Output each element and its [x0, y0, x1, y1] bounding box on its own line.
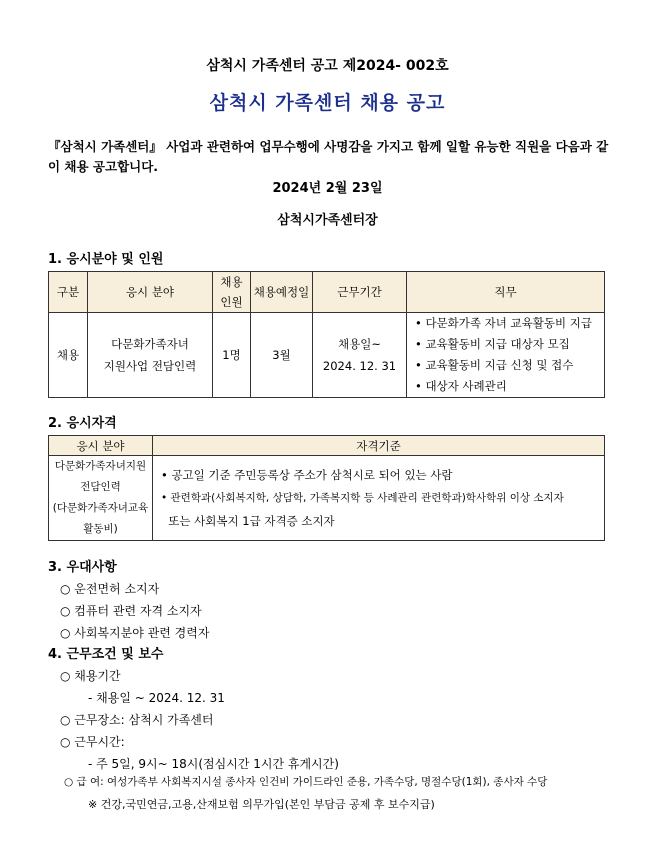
- col-type: 구분: [49, 272, 88, 313]
- row-type: 채용: [49, 313, 88, 398]
- col-field: 응시 분야: [88, 272, 213, 313]
- qual-criteria: [153, 456, 605, 541]
- qual-field-line: 활동비): [83, 523, 118, 535]
- row-period: [313, 313, 407, 398]
- row-period-line: 2024. 12. 31: [322, 359, 397, 373]
- table-row: [49, 456, 605, 541]
- section3-heading: 3. 우대사항: [48, 560, 117, 575]
- qual-field: [49, 456, 153, 541]
- duty-item: • 교육활동비 지급 신청 및 접수: [415, 358, 574, 372]
- row-period-line: 채용일~: [338, 337, 381, 351]
- duty-item: • 교육활동비 지급 대상자 모집: [415, 337, 570, 351]
- section4-heading: 4. 근무조건 및 보수: [48, 647, 164, 662]
- row-field-line: 다문화가족자녀: [111, 337, 189, 351]
- preference-item: ○ 컴퓨터 관련 자격 소지자: [60, 604, 202, 618]
- notice-date: 2024년 2월 23일: [272, 181, 383, 196]
- work-place: ○ 근무장소: 삼척시 가족센터: [60, 713, 214, 727]
- col-count: 채용 인원: [213, 272, 251, 313]
- col-period: 근무기간: [313, 272, 407, 313]
- hours-value: - 주 5일, 9시~ 18시(점심시간 1시간 휴게시간): [88, 757, 339, 771]
- col-criteria: 자격기준: [153, 436, 605, 456]
- row-count: 1명: [213, 313, 251, 398]
- qual-field-line: 다문화가족자녀지원: [54, 460, 147, 472]
- col-field: 응시 분야: [49, 436, 153, 456]
- table-row: [49, 313, 605, 398]
- period-value: - 채용일 ~ 2024. 12. 31: [88, 691, 225, 705]
- qual-field-line: 전담인력: [80, 481, 121, 493]
- duty-item: • 대상자 사례관리: [415, 379, 507, 393]
- duty-item: • 다문화가족 자녀 교육활동비 지급: [415, 316, 592, 330]
- col-duties: 직무: [407, 272, 605, 313]
- page-title: 삼척시 가족센터 채용 공고: [209, 92, 446, 114]
- row-field: [88, 313, 213, 398]
- criteria-item: • 관련학과(사회복지학, 상담학, 가족복지학 등 사례관리 관련학과)학사학위 이상 소지자: [161, 491, 564, 504]
- qualification-table: [48, 435, 605, 541]
- col-scheduled: 채용예정일: [251, 272, 313, 313]
- row-field-line: 지원사업 전담인력: [103, 359, 197, 373]
- insurance-note: ※ 건강,국민연금,고용,산재보험 의무가입(본인 부담금 공제 후 보수지급): [88, 798, 435, 811]
- hours-label: ○ 근무시간:: [60, 735, 125, 749]
- pay-info: ○ 급 여: 여성가족부 사회복지시설 종사자 인건비 가이드라인 준용, 가족수당, 명절수당(1회), 종사자 수당: [64, 776, 548, 788]
- positions-table: [48, 271, 605, 398]
- criteria-item: 또는 사회복지 1급 자격증 소지자: [161, 513, 335, 528]
- row-duties: [407, 313, 605, 398]
- section1-heading: 1. 응시분야 및 인원: [48, 252, 164, 267]
- row-scheduled: 3월: [251, 313, 313, 398]
- qual-field-line: (다문화가족자녀교육: [52, 502, 149, 514]
- section2-heading: 2. 응시자격: [48, 416, 117, 431]
- criteria-item: • 공고일 기준 주민등록상 주소가 삼척시로 되어 있는 사람: [161, 467, 453, 482]
- signer: 삼척시가족센터장: [277, 213, 378, 228]
- preference-item: ○ 사회복지분야 관련 경력자: [60, 626, 210, 640]
- period-label: ○ 채용기간: [60, 669, 121, 683]
- notice-number: 삼척시 가족센터 공고 제2024- 002호: [206, 58, 449, 74]
- intro-paragraph: 『삼척시 가족센터』 사업과 관련하여 업무수행에 사명감을 가지고 함께 일할 유능한 직원을 다음과 같이 채용 공고합니다.: [48, 139, 609, 174]
- preference-item: ○ 운전면허 소지자: [60, 582, 160, 596]
